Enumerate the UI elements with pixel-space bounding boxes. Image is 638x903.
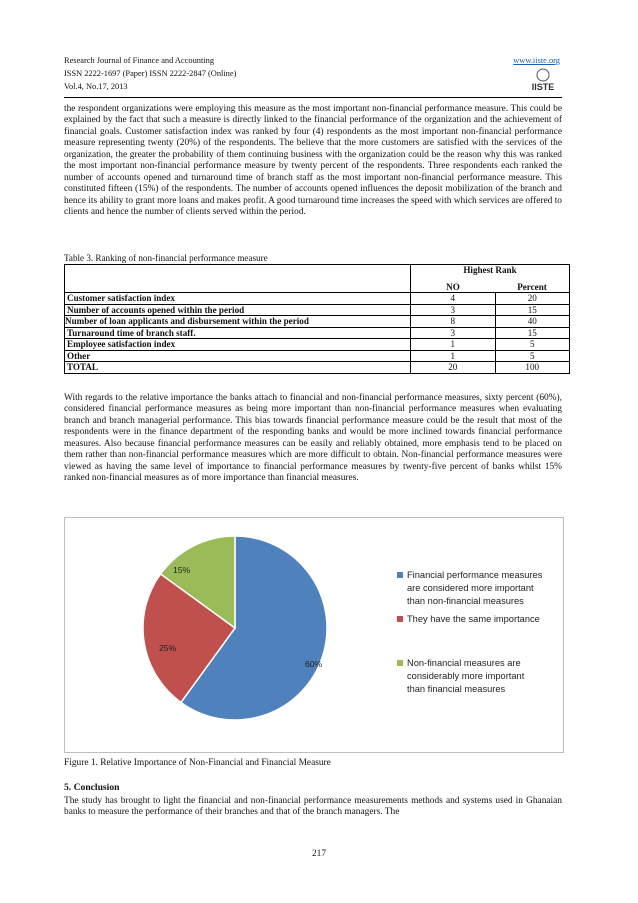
table-row (65, 327, 570, 339)
section-heading: 5. Conclusion (64, 782, 120, 793)
table-row (65, 304, 570, 316)
row-label: Employee satisfaction index (65, 339, 411, 351)
legend-swatch (397, 616, 403, 622)
pie-chart (65, 518, 563, 752)
legend-label: are considered more important (407, 583, 534, 593)
legend-label: considerably more important (407, 671, 525, 681)
data-label: 25% (159, 643, 177, 653)
table-row (65, 350, 570, 362)
table-caption: Table 3. Ranking of non-financial performance measure (64, 253, 268, 263)
table-row (65, 316, 570, 328)
body-paragraph-1: the respondent organizations were employing this measure as the most important non-financial performance measure. This could be explained by the fact that such a measure is directly linked to the financial performance of the organization and the achievement of financial goals. Customer satisfaction index was ranked by four (4) respondents as the most important non-financial performance measure representing twenty (20%) of the respondents. The believe that the more customers are satisfied with the services of the organization, the greater the probability of them continuing business with the organization could be the reason why this was ranked the most important non-financial performance measure by twenty percent of the respondents. Three respondents each ranked the number of accounts opened and turnaround time of branch staff as the most important non-financial performance measure. This constituted fifteen (15%) of the respondents. The number of accounts opened influences the deposit mobilization of the branch and hence its ability to grant more loans and makes profit. A good turnaround time increases the speed with which services are offered to clients and hence the number of clients served within the period. (64, 104, 562, 218)
legend-swatch (397, 572, 403, 578)
data-label: 15% (173, 565, 191, 575)
row-no: 20 (411, 362, 496, 374)
legend-label: than financial measures (407, 684, 506, 694)
body-paragraph-3: The study has brought to light the financial and non-financial performance measurements methods and systems used in Ghanaian banks to measure the performance of their branches and that of the branch managers. The (64, 796, 562, 818)
col-header-percent: Percent (495, 276, 570, 293)
legend-label: They have the same importance (407, 614, 540, 624)
table-group-header-row (65, 265, 570, 277)
row-label: Other (65, 350, 411, 362)
pie-chart-frame (64, 517, 564, 753)
table-total-row (65, 362, 570, 374)
page-number: 217 (311, 849, 327, 859)
row-label: Turnaround time of branch staff. (65, 327, 411, 339)
row-label: Number of accounts opened within the period (65, 304, 411, 316)
row-no: 3 (411, 304, 496, 316)
table-column-header-row (65, 276, 570, 293)
row-no: 4 (411, 293, 496, 305)
legend-swatch (397, 660, 403, 666)
row-percent: 15 (495, 327, 570, 339)
table-row (65, 293, 570, 305)
table-corner-cell (65, 265, 411, 277)
table-corner-cell (65, 276, 411, 293)
row-percent: 40 (495, 316, 570, 328)
col-header-no: NO (411, 276, 496, 293)
row-label: Number of loan applicants and disbursement within the period (65, 316, 411, 328)
journal-name: Research Journal of Finance and Accounting (64, 56, 215, 65)
ranking-table (64, 264, 570, 374)
row-label: Customer satisfaction index (65, 293, 411, 305)
table-row (65, 339, 570, 351)
row-no: 8 (411, 316, 496, 328)
row-percent: 5 (495, 350, 570, 362)
journal-url-link[interactable]: www.iiste.org (513, 56, 560, 65)
volume-line: Vol.4, No.17, 2013 (64, 82, 128, 91)
data-label: 60% (305, 659, 323, 669)
row-percent: 15 (495, 304, 570, 316)
legend-label: than non-financial measures (407, 596, 524, 606)
row-no: 1 (411, 339, 496, 351)
row-percent: 100 (495, 362, 570, 374)
logo-text: IISTE (531, 82, 555, 92)
header-rule (64, 97, 562, 98)
row-percent: 20 (495, 293, 570, 305)
legend-label: Non-financial measures are (407, 658, 521, 668)
issn-line: ISSN 2222-1697 (Paper) ISSN 2222-2847 (Online) (64, 69, 237, 78)
iiste-logo (526, 68, 560, 92)
legend-label: Financial performance measures (407, 570, 543, 580)
highest-rank-header: Highest Rank (411, 265, 570, 277)
row-label: TOTAL (65, 362, 411, 374)
body-paragraph-2: With regards to the relative importance the banks attach to financial and non-financial performance measures, sixty percent (60%), considered financial performance measures as being more important than non-financial performance measures when evaluating branch and branch managerial performance. This bias towards financial performance measure could be the result that most of the respondents were in the finance department of the responding banks and would be more inclined towards financial performance measures. Also because financial performance measures can be easily and reliably obtained, more emphasis tend to be placed on them rather than non-financial performance measures which are more difficult to obtain. Non-financial performance measures were viewed as having the same level of importance to financial performance measures by twenty-five percent of banks whilst 15% ranked non-financial measures as of more importance than financial measures. (64, 393, 562, 484)
row-percent: 5 (495, 339, 570, 351)
row-no: 1 (411, 350, 496, 362)
figure-caption: Figure 1. Relative Importance of Non-Financial and Financial Measure (64, 758, 331, 768)
row-no: 3 (411, 327, 496, 339)
